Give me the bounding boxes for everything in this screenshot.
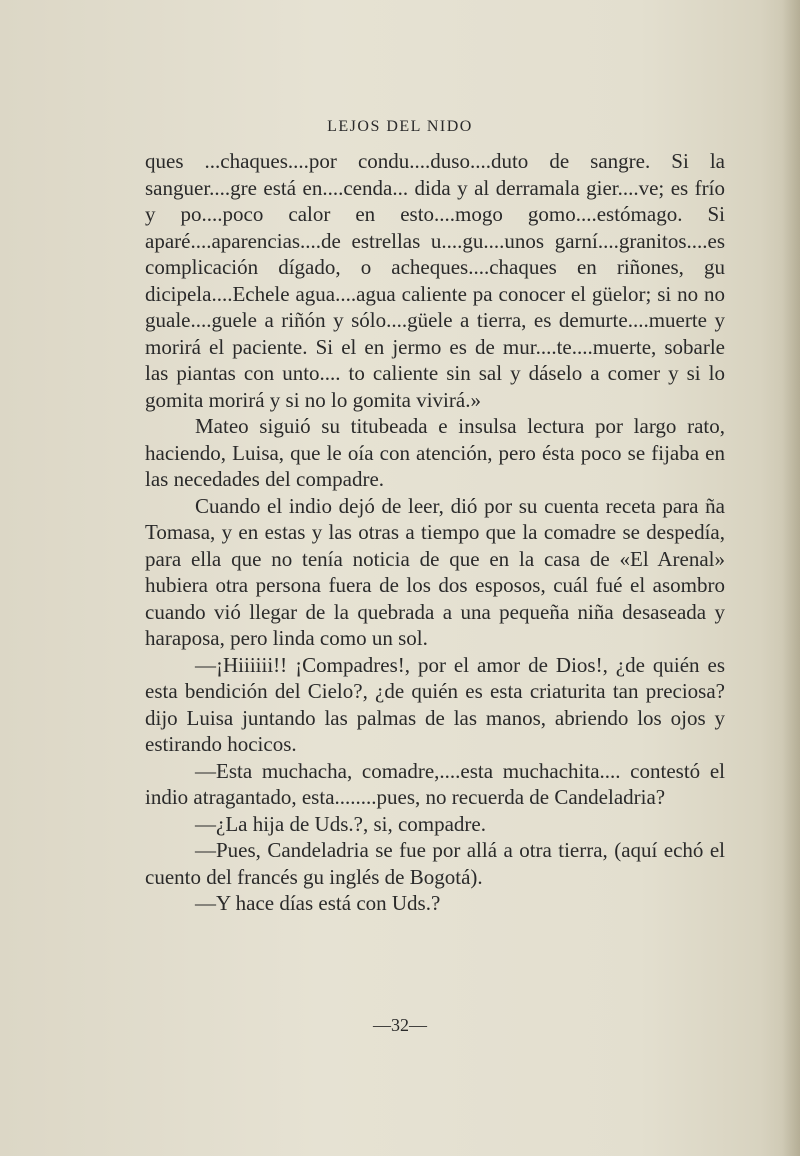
paragraph: Cuando el indio dejó de leer, dió por su cuenta receta para ña Tomasa, y en estas y las otras a tiempo que la comadre se despedía, para ella que no tenía noticia de que en la casa de «El Arenal» hubiera otra persona fuera de los dos esposos, cuál fué el asombro cuando vió llegar de la quebrada a una pequeña niña desaseada y haraposa, pero linda como un sol. [145, 493, 725, 650]
page-edge-shadow [782, 0, 800, 1156]
paragraph: ques ...chaques....por condu....duso....duto de sangre. Si la sanguer....gre está en....cenda... dida y al derramala gier....ve; es frío y po....poco calor en esto....mogo gomo....estómago. Si aparé....aparencias....de estrellas u....gu....unos garní....granitos....es complicación dígado, o acheques....chaques en riñones, gu dicipela....Echele agua....agua caliente pa conocer el güelor; si no no guale....guele a riñón y sólo....güele a tierra, es demurte....muerte y morirá el paciente. Si el en jermo es de mur....te....muerte, sobarle las piantas con unto.... to caliente sin sal y dáselo a comer y si lo gomita morirá y si no lo gomita vivirá.» [145, 149, 725, 412]
running-head: LEJOS DEL NIDO [327, 118, 473, 135]
paragraph: —¡Hiiiiii!! ¡Compadres!, por el amor de Dios!, ¿de quién es esta bendición del Cielo?, ¿de quién es esta criaturita tan preciosa? dijo Luisa juntando las palmas de las manos, abriendo los ojos y estirando hocicos. [145, 652, 725, 756]
paragraph: Mateo siguió su titubeada e insulsa lectura por largo rato, haciendo, Luisa, que le oía con atención, pero ésta poco se fijaba en las necedades del compadre. [145, 414, 725, 491]
paragraph: —Y hace días está con Uds.? [195, 891, 441, 915]
paragraph: —¿La hija de Uds.?, si, compadre. [195, 811, 486, 836]
page-number: —32— [373, 1015, 427, 1035]
body-text [145, 148, 725, 917]
paragraph: —Pues, Candeladria se fue por allá a otra tierra, (aquí echó el cuento del francés gu inglés de Bogotá). [145, 838, 725, 889]
paragraph: —Esta muchacha, comadre,....esta muchachita.... contestó el indio atragantado, esta........pues, no recuerda de Candeladria? [145, 758, 725, 809]
